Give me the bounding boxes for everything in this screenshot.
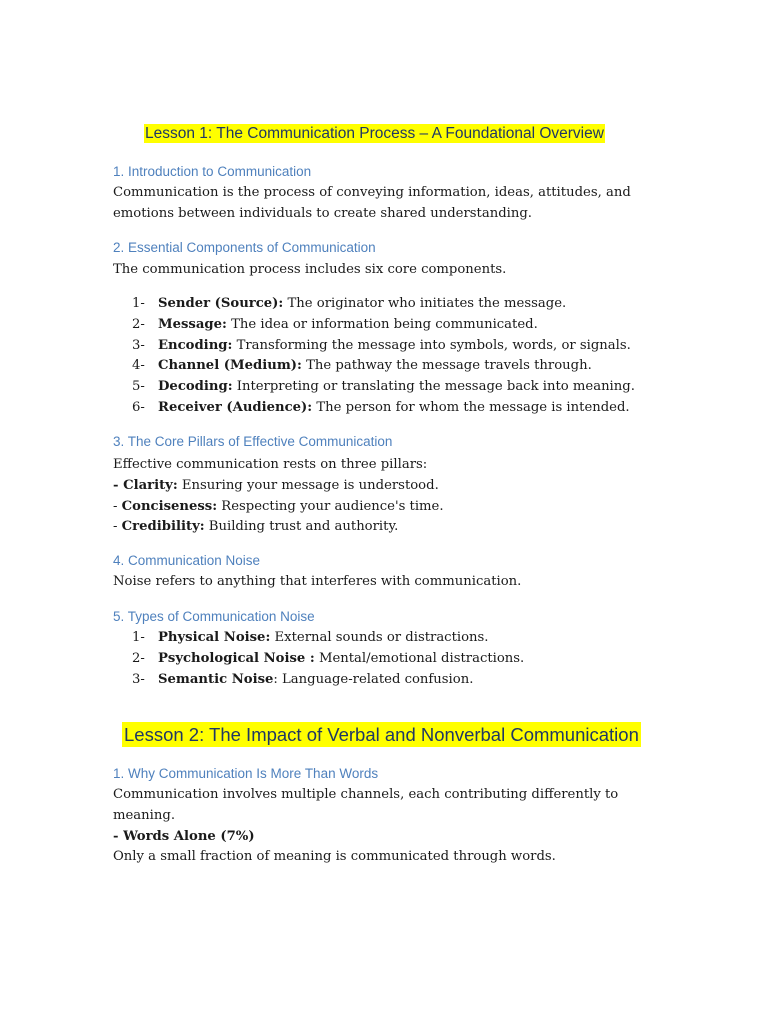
list-item xyxy=(132,315,635,336)
pillar-bullet: - xyxy=(113,519,122,535)
section-heading-components: 2. Essential Components of Communication xyxy=(113,240,376,255)
pillar-description: Respecting your audience's time. xyxy=(217,498,444,514)
list-item-number: 5- xyxy=(132,379,145,395)
list-item-number: 1- xyxy=(132,630,145,645)
list-item-description: : Language-related confusion. xyxy=(273,671,474,687)
pillar-bullet: - xyxy=(113,477,124,493)
list-item-number: 3- xyxy=(132,671,145,687)
intro-paragraph xyxy=(113,183,631,225)
list-item-term: Physical Noise: xyxy=(158,630,271,645)
list-item-description: Transforming the message into symbols, words, or signals. xyxy=(232,337,631,353)
list-item-description: Mental/emotional distractions. xyxy=(314,650,525,666)
section-heading-noise: 4. Communication Noise xyxy=(113,553,261,568)
list-item-number: 6- xyxy=(132,399,145,415)
list-item-term: Decoding: xyxy=(158,379,233,395)
list-item-term: Sender (Source): xyxy=(158,296,284,311)
section-heading-more-than-words: 1. Why Communication Is More Than Words xyxy=(113,766,379,781)
pillars-list xyxy=(113,476,444,538)
more-than-words-line-2: meaning. xyxy=(113,807,176,823)
list-item-number: 4- xyxy=(132,358,145,374)
list-item xyxy=(132,649,524,670)
noise-types-list xyxy=(132,628,524,690)
intro-line-1: Communication is the process of conveying information, ideas, attitudes, and xyxy=(113,185,631,200)
list-item-number: 1- xyxy=(132,296,145,311)
intro-line-2: emotions between individuals to create shared understanding. xyxy=(113,205,532,221)
pillar-term: Conciseness: xyxy=(121,498,218,514)
pillar-description: Ensuring your message is understood. xyxy=(177,477,439,493)
list-item-description: External sounds or distractions. xyxy=(270,630,489,645)
lesson2-title: Lesson 2: The Impact of Verbal and Nonverbal Communication xyxy=(122,722,641,747)
pillar-bullet: - xyxy=(113,498,122,514)
list-item-number: 3- xyxy=(132,337,145,353)
list-item-term: Receiver (Audience): xyxy=(158,399,313,415)
list-item-description: The pathway the message travels through. xyxy=(301,358,592,374)
pillar-term: Credibility: xyxy=(121,519,205,535)
pillar-description: Building trust and authority. xyxy=(204,519,399,535)
pillars-block xyxy=(113,455,444,538)
list-item-description: The originator who initiates the message. xyxy=(283,296,567,311)
section-heading-pillars: 3. The Core Pillars of Effective Communication xyxy=(113,434,393,449)
list-item xyxy=(132,628,524,649)
section-heading-noise-types: 5. Types of Communication Noise xyxy=(113,609,315,624)
words-alone-text: Only a small fraction of meaning is communicated through words. xyxy=(113,849,556,865)
pillar-item xyxy=(113,497,444,518)
list-item-term: Semantic Noise xyxy=(158,671,274,687)
list-item-term: Psychological Noise : xyxy=(158,650,315,666)
list-item xyxy=(132,356,635,377)
list-item xyxy=(132,398,635,419)
lesson1-title: Lesson 1: The Communication Process – A Foundational Overview xyxy=(145,125,604,142)
list-item-description: Interpreting or translating the message back into meaning. xyxy=(232,379,635,395)
list-item-number: 2- xyxy=(132,650,145,666)
pillars-intro: Effective communication rests on three pillars: xyxy=(113,457,428,472)
list-item-description: The idea or information being communicated. xyxy=(226,316,538,332)
components-intro: The communication process includes six core components. xyxy=(113,262,507,277)
list-item xyxy=(132,670,524,691)
pillar-term: Clarity: xyxy=(123,477,178,493)
pillar-item xyxy=(113,476,444,497)
list-item-term: Encoding: xyxy=(158,337,233,353)
words-alone-subheading: - Words Alone (7%) xyxy=(113,828,255,844)
noise-paragraph: Noise refers to anything that interferes with communication. xyxy=(113,574,522,589)
components-list xyxy=(132,294,635,419)
more-than-words-paragraph xyxy=(113,785,618,868)
list-item-description: The person for whom the message is intended. xyxy=(312,399,630,415)
list-item xyxy=(132,377,635,398)
list-item-term: Channel (Medium): xyxy=(158,358,302,374)
list-item xyxy=(132,294,635,315)
list-item-number: 2- xyxy=(132,316,145,332)
section-heading-introduction: 1. Introduction to Communication xyxy=(113,164,312,179)
more-than-words-line-1: Communication involves multiple channels, each contributing differently to xyxy=(113,787,619,802)
list-item-term: Message: xyxy=(158,316,227,332)
pillar-item xyxy=(113,517,444,538)
list-item xyxy=(132,336,635,357)
